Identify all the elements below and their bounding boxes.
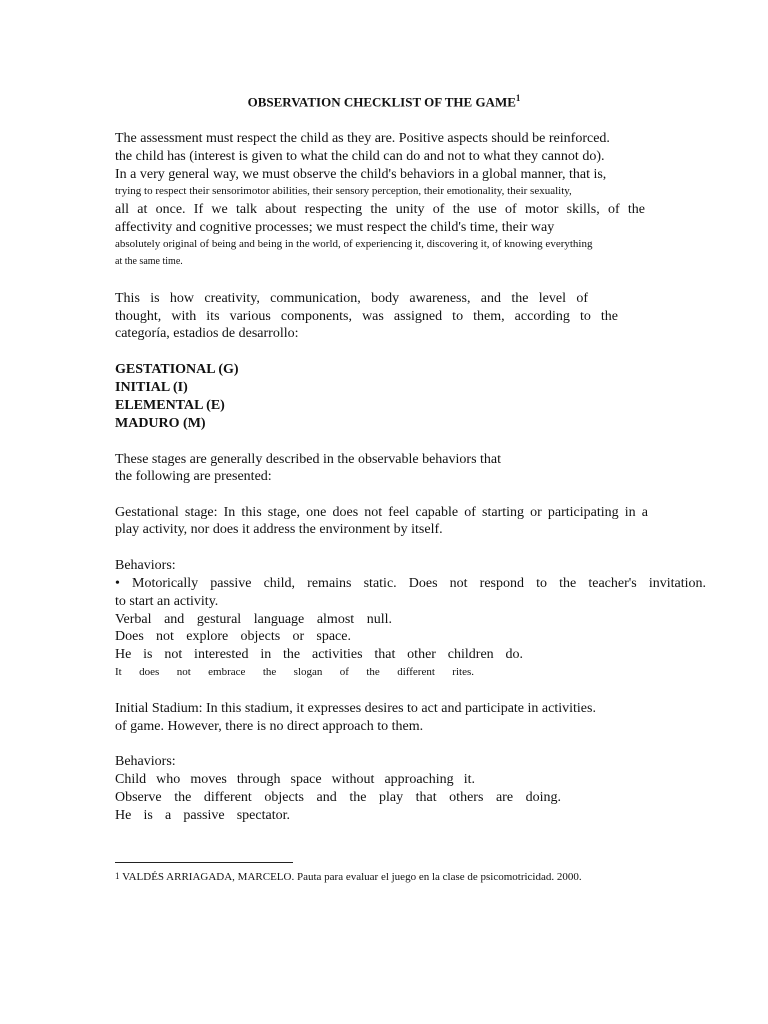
initial-line-2: of game. However, there is no direct approach to them.	[115, 719, 424, 734]
creativity-line-2: thought, with its various components, was assigned to them, according to the	[115, 309, 618, 324]
intro-line-7: absolutely original of being and being in the world, of experiencing it, discovering it, of knowing everything	[115, 238, 593, 250]
footnote-text: VALDÉS ARRIAGADA, MARCELO. Pauta para evaluar el juego en la clase de psicomotricidad. 2000.	[122, 871, 582, 883]
intro-line-4: trying to respect their sensorimotor abilities, their sensory perception, their emotionality, their sexuality,	[115, 185, 572, 197]
gestational-behaviors-heading: Behaviors:	[115, 558, 176, 573]
stage-gestational: GESTATIONAL (G)	[115, 362, 239, 377]
gestational-line-1: Gestational stage: In this stage, one does not feel capable of starting or participating in a	[115, 505, 648, 520]
initial-behavior-1: Child who moves through space without approaching it.	[115, 772, 475, 787]
gestational-behavior-3: Verbal and gestural language almost null.	[115, 612, 392, 627]
creativity-line-3: categoría, estadios de desarrollo:	[115, 326, 299, 341]
stage-maduro: MADURO (M)	[115, 416, 206, 431]
stage-initial: INITIAL (I)	[115, 380, 188, 395]
stages-intro-line-1: These stages are generally described in the observable behaviors that	[115, 452, 502, 467]
stage-elemental: ELEMENTAL (E)	[115, 398, 225, 413]
title-text: OBSERVATION CHECKLIST OF THE GAME	[247, 94, 516, 110]
intro-line-5: all at once. If we talk about respecting the unity of the use of motor skills, of the	[115, 202, 645, 217]
initial-line-1: Initial Stadium: In this stadium, it expresses desires to act and participate in activities.	[115, 701, 596, 716]
gestational-behavior-5: He is not interested in the activities that other children do.	[115, 647, 523, 662]
intro-line-2: the child has (interest is given to what the child can do and not to what they cannot do).	[115, 149, 605, 164]
initial-behaviors-heading: Behaviors:	[115, 754, 176, 769]
gestational-behavior-2: to start an activity.	[115, 594, 219, 609]
intro-line-8: at the same time.	[115, 256, 183, 267]
gestational-behavior-4: Does not explore objects or space.	[115, 629, 351, 644]
initial-behavior-2: Observe the different objects and the play that others are doing.	[115, 790, 561, 805]
gestational-line-2: play activity, nor does it address the environment by itself.	[115, 522, 443, 537]
creativity-line-1: This is how creativity, communication, body awareness, and the level of	[115, 291, 588, 306]
intro-line-1: The assessment must respect the child as they are. Positive aspects should be reinforced.	[115, 131, 610, 146]
footnote-marker: 1	[115, 871, 120, 881]
gestational-behavior-6: It does not embrace the slogan of the different rites.	[115, 666, 474, 678]
gestational-behavior-1: • Motorically passive child, remains static. Does not respond to the teacher's invitation.	[115, 576, 706, 591]
footnote-separator	[115, 862, 293, 863]
intro-line-6: affectivity and cognitive processes; we must respect the child's time, their way	[115, 220, 555, 235]
document-title	[0, 93, 768, 110]
initial-behavior-3: He is a passive spectator.	[115, 808, 290, 823]
footnote	[115, 871, 582, 883]
stages-intro-line-2: the following are presented:	[115, 469, 272, 484]
intro-line-3: In a very general way, we must observe the child's behaviors in a global manner, that is,	[115, 167, 607, 182]
title-footnote-ref: 1	[515, 93, 521, 103]
